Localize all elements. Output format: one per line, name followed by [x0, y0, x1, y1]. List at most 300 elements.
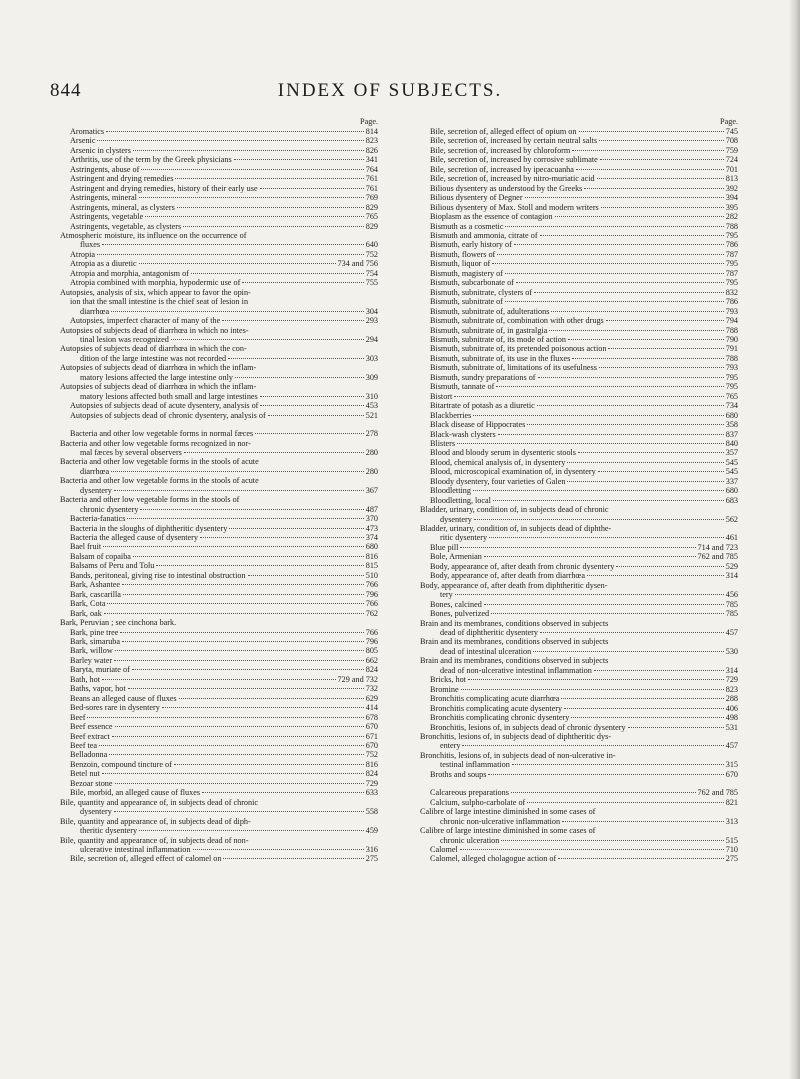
index-entry-text: dition of the large intestine was not recorded — [80, 353, 227, 363]
index-entry-line — [430, 203, 738, 212]
index-entry — [430, 363, 738, 372]
index-entry-line — [440, 666, 738, 675]
dot-leader — [242, 282, 363, 283]
dot-leader — [103, 546, 364, 547]
index-entry — [420, 826, 738, 845]
dot-leader — [597, 178, 724, 179]
index-entry-text: Bile, secretion of, increased by certain neutral salts — [430, 136, 598, 146]
index-entry-page: 824 — [365, 665, 378, 675]
index-entry-text: dead of diphtheritic dysentery — [440, 628, 538, 638]
dot-leader — [537, 405, 724, 406]
dot-leader — [133, 556, 364, 557]
index-entry-page: 288 — [725, 694, 738, 704]
index-entry — [70, 571, 378, 580]
dot-leader — [606, 320, 724, 321]
dot-leader — [473, 415, 723, 416]
dot-leader — [132, 669, 364, 670]
index-entry-page: 680 — [725, 486, 738, 496]
index-entry-line — [430, 486, 738, 495]
index-entry-text: Atropia combined with morphia, hypodermic use of — [70, 278, 241, 288]
index-entry-page: 805 — [365, 646, 378, 656]
dot-leader — [600, 159, 724, 160]
page-number: 844 — [50, 80, 82, 101]
index-entry-text: matory lesions affected the large intestine only — [80, 372, 233, 382]
dot-leader — [133, 150, 364, 151]
dot-leader — [123, 594, 364, 595]
index-entry-text: Arsenic — [70, 136, 96, 146]
index-entry — [430, 430, 738, 439]
index-entry-line — [430, 316, 738, 325]
index-entry-text: Body, appearance of, after death from diarrhœa — [430, 571, 585, 581]
index-entry-page: 545 — [725, 457, 738, 467]
index-entry-page: 788 — [725, 353, 738, 363]
dot-leader — [127, 518, 363, 519]
index-entry — [70, 184, 378, 193]
index-entry — [70, 769, 378, 778]
index-entry — [60, 835, 378, 855]
dot-leader — [191, 273, 364, 274]
index-entry-line — [70, 429, 378, 438]
index-entry — [70, 656, 378, 665]
index-entry-line — [70, 637, 378, 646]
index-entry-text: Bones, calcined — [430, 599, 482, 609]
index-entry-line — [80, 845, 378, 854]
index-entry-text: ritic dysentery — [440, 533, 488, 543]
index-entry-page: 275 — [365, 854, 378, 864]
index-entry — [430, 704, 738, 713]
index-entry-line — [70, 750, 378, 759]
index-entry-text: Body, appearance of, after death from diphtheritic dysen- — [420, 580, 608, 590]
index-entry-page: 787 — [725, 268, 738, 278]
index-entry-page: 370 — [365, 514, 378, 524]
dot-leader — [599, 367, 724, 368]
dot-leader — [555, 216, 724, 217]
index-entry — [70, 411, 378, 420]
index-entry-text: Astringents, mineral — [70, 193, 137, 203]
index-entry-text: Arsenic in clysters — [70, 145, 131, 155]
index-entry-line — [430, 477, 738, 486]
dot-leader — [561, 698, 723, 699]
dot-leader — [102, 679, 335, 680]
index-entry-page: 762 and 785 — [697, 552, 738, 562]
index-entry-line — [430, 609, 738, 618]
index-entry-text: Autopsies, imperfect character of many of the — [70, 316, 221, 326]
index-entry — [430, 713, 738, 722]
index-entry-text: theritic dysentery — [80, 826, 138, 836]
index-entry-text: dysentery — [440, 514, 472, 524]
dot-leader — [235, 377, 364, 378]
index-entry-line — [440, 628, 738, 637]
index-entry-text: Bilious dysentery of Max. Stoll and modern writers — [430, 202, 599, 212]
index-entry-line — [430, 231, 738, 240]
index-entry-page: 837 — [725, 429, 738, 439]
dot-leader — [578, 452, 724, 453]
index-entry-text: Balsams of Peru and Tolu — [70, 561, 155, 571]
index-entry — [70, 628, 378, 637]
index-entry-page: 724 — [725, 155, 738, 165]
index-entry-line — [70, 741, 378, 750]
index-entry — [430, 184, 738, 193]
index-entry-line — [430, 382, 738, 391]
dot-leader — [567, 481, 723, 482]
index-entry-line — [430, 552, 738, 561]
dot-leader — [260, 405, 363, 406]
index-entry-text: Autopsies of subjects dead of chronic dysentery, analysis of — [70, 410, 266, 420]
dot-leader — [567, 462, 723, 463]
index-entry — [430, 297, 738, 306]
index-entry-page: 821 — [725, 797, 738, 807]
index-entry — [430, 600, 738, 609]
dot-leader — [558, 858, 724, 859]
dot-leader — [455, 594, 724, 595]
index-entry-text: Bitartrate of potash as a diuretic — [430, 401, 535, 411]
index-entry-text: Astringent and drying remedies, history of their early use — [70, 183, 258, 193]
index-entry — [430, 174, 738, 183]
index-entry-text: Bronchitis complicating chronic dysentery — [430, 713, 570, 723]
dot-leader — [505, 273, 724, 274]
index-entry — [70, 561, 378, 570]
index-entry-text: dysentery — [80, 485, 112, 495]
dot-leader — [122, 641, 364, 642]
index-entry-page: 374 — [365, 533, 378, 543]
index-entry — [420, 656, 738, 675]
index-entry — [420, 807, 738, 826]
index-entry — [430, 685, 738, 694]
index-entry-text: Autopsies of subjects dead of diarrhœa in which the inflam- — [60, 363, 257, 373]
dot-leader — [540, 235, 724, 236]
index-entry — [430, 269, 738, 278]
dot-leader — [141, 169, 363, 170]
index-entry-text: Bilious dysentery as understood by the Greeks — [430, 183, 583, 193]
index-entry-page: 521 — [365, 410, 378, 420]
index-entry-text: Blood, microscopical examination of, in dysentery — [430, 467, 596, 477]
index-entry-page: 793 — [725, 363, 738, 373]
index-entry-page: 633 — [365, 788, 378, 798]
index-entry-text: Bladder, urinary, condition of, in subjects dead of diphthe- — [420, 524, 612, 534]
dot-leader — [497, 254, 723, 255]
index-entry-page: 766 — [365, 599, 378, 609]
index-entry-text: Broths and soups — [430, 769, 487, 779]
dot-leader — [255, 433, 363, 434]
index-entry — [430, 562, 738, 571]
index-entry — [430, 203, 738, 212]
index-entry — [70, 165, 378, 174]
index-entry — [70, 590, 378, 599]
index-entry-line — [70, 165, 378, 174]
dot-leader — [223, 858, 363, 859]
index-entry-page: 670 — [365, 722, 378, 732]
index-entry-page: 729 — [365, 778, 378, 788]
index-entry-text: Astringents, vegetable, as clysters — [70, 221, 182, 231]
index-entry-page: 766 — [365, 627, 378, 637]
index-entry-page: 678 — [365, 712, 378, 722]
index-entry — [420, 750, 738, 770]
index-entry-page: 545 — [725, 467, 738, 477]
index-entry-page: 680 — [365, 542, 378, 552]
index-entry-page: 762 and 785 — [697, 788, 738, 798]
index-entry-text: Brain and its membranes, conditions observed in subjects — [420, 656, 609, 666]
index-entry — [430, 723, 738, 732]
index-entry-page: 816 — [365, 759, 378, 769]
index-entry-page: 829 — [365, 221, 378, 231]
index-entry-page: 769 — [365, 193, 378, 203]
index-entry-page: 813 — [725, 174, 738, 184]
index-entry-page: 670 — [725, 769, 738, 779]
index-entry-line — [430, 713, 738, 722]
dot-leader — [268, 415, 364, 416]
index-entry-page: 406 — [725, 703, 738, 713]
index-entry-page: 786 — [725, 297, 738, 307]
index-entry-text: Bloody dysentery, four varieties of Galen — [430, 476, 566, 486]
index-entry-text: Bile, secretion of, alleged effect of calomel on — [70, 854, 222, 864]
dot-leader — [616, 566, 723, 567]
index-entry-text: Bed-sores rare in dysentery — [70, 703, 160, 713]
index-entry — [60, 438, 378, 458]
index-entry-line — [430, 675, 738, 684]
index-entry-text: Bacteria and other low vegetable forms in the stools of — [60, 495, 240, 505]
index-entry-page: 459 — [365, 826, 378, 836]
index-entry — [60, 495, 378, 514]
index-entry — [70, 212, 378, 221]
dot-leader — [501, 840, 723, 841]
index-entry-line — [70, 788, 378, 797]
index-entry-line — [80, 354, 378, 363]
index-entry-page: 785 — [725, 609, 738, 619]
index-entry-line — [80, 467, 378, 476]
index-entry — [60, 287, 378, 316]
index-entry — [70, 533, 378, 542]
index-entry-text: Calcium, sulpho-carbolate of — [430, 797, 526, 807]
index-entry-text: dysentery — [80, 807, 112, 817]
index-entry-text: Calibre of large intestine diminished in some cases of — [420, 826, 596, 836]
index-entry — [430, 854, 738, 863]
index-entry — [70, 694, 378, 703]
dot-leader — [115, 650, 364, 651]
dot-leader — [505, 226, 723, 227]
dot-leader — [460, 849, 724, 850]
index-entry-page: 531 — [725, 722, 738, 732]
index-entry — [70, 750, 378, 759]
index-entry-page: 562 — [725, 514, 738, 524]
index-entry-page: 282 — [725, 212, 738, 222]
index-entry-line — [430, 363, 738, 372]
index-entry-text: matory lesions affected both small and large intestines — [80, 391, 258, 401]
index-entry-line — [430, 174, 738, 183]
dot-leader — [222, 320, 363, 321]
dot-leader — [599, 140, 724, 141]
index-entry-line — [430, 543, 738, 552]
index-entry-page: 787 — [725, 249, 738, 259]
index-entry-text: Bismuth, subnitrate of, its pretended poisonous action — [430, 344, 607, 354]
index-entry-page: 394 — [725, 193, 738, 203]
index-entry — [70, 429, 378, 438]
dot-leader — [598, 471, 724, 472]
dot-leader — [99, 745, 364, 746]
index-entry-text: Bark, oak — [70, 608, 102, 618]
index-entry-text: Calibre of large intestine diminished in some cases of — [420, 807, 596, 817]
index-entry-line — [70, 646, 378, 655]
index-entry-page: 487 — [365, 504, 378, 514]
dot-leader — [228, 358, 364, 359]
index-entry-text: testinal inflammation — [440, 760, 510, 770]
index-entry-page: 754 — [365, 268, 378, 278]
dot-leader — [540, 632, 724, 633]
index-entry-page: 303 — [365, 353, 378, 363]
index-entry-page: 529 — [725, 561, 738, 571]
index-entry-text: Balsam of copaiba — [70, 551, 131, 561]
index-entry-page: 530 — [725, 646, 738, 656]
index-entry — [430, 222, 738, 231]
index-entry-line — [430, 694, 738, 703]
index-entry-page: 309 — [365, 372, 378, 382]
dot-leader — [608, 348, 723, 349]
index-entry-text: Bacteria and other low vegetable forms in normal fæces — [70, 429, 254, 439]
index-entry-page: 814 — [365, 127, 378, 136]
index-entry-text: Bark, Cota — [70, 599, 106, 609]
index-entry-line — [70, 684, 378, 693]
index-entries-right — [420, 127, 738, 864]
index-entry-text: Bark, pine tree — [70, 627, 119, 637]
index-entry-line — [70, 769, 378, 778]
index-entry — [430, 411, 738, 420]
index-entry-page: 392 — [725, 183, 738, 193]
index-entry-text: Astringents, mineral, as clysters — [70, 202, 175, 212]
dot-leader — [491, 613, 724, 614]
index-entry — [430, 354, 738, 363]
index-entry-line — [70, 222, 378, 231]
dot-leader — [468, 679, 724, 680]
index-entry-line — [70, 694, 378, 703]
index-entry-page: 414 — [365, 703, 378, 713]
dot-leader — [248, 575, 364, 576]
index-entry — [70, 741, 378, 750]
index-entry-text: Brain and its membranes, conditions observed in subjects — [420, 618, 609, 628]
index-entry — [60, 457, 378, 476]
index-entry-line — [430, 326, 738, 335]
index-entry — [70, 269, 378, 278]
index-entry-page: 786 — [725, 240, 738, 250]
dot-leader — [177, 207, 364, 208]
index-entry-page: 765 — [365, 212, 378, 222]
index-entry-text: Bile, quantity and appearance of, in subjects dead of chronic — [60, 797, 259, 807]
index-entry-text: Bronchitis, lesions of, in subjects dead of diphtheritic dys- — [420, 732, 612, 741]
dot-leader — [511, 792, 696, 793]
index-entry-page: 795 — [725, 278, 738, 288]
index-entry — [430, 486, 738, 495]
index-entry-line — [70, 552, 378, 561]
index-entry-text: Beef tea — [70, 741, 98, 750]
index-entry-line — [70, 524, 378, 533]
dot-leader — [104, 613, 364, 614]
dot-leader — [200, 537, 364, 538]
index-entry-page: 701 — [725, 164, 738, 174]
index-entry-text: Beans an alleged cause of fluxes — [70, 693, 177, 703]
dot-leader — [183, 226, 364, 227]
index-entry-page: 453 — [365, 401, 378, 411]
index-entry — [430, 392, 738, 401]
index-entry — [430, 798, 738, 807]
index-entry — [430, 335, 738, 344]
index-entry-text: Belladonna — [70, 750, 108, 760]
index-column-right — [420, 117, 738, 864]
index-entry-text: Autopsies, analysis of six, which appear to favor the opin- — [60, 287, 251, 297]
dot-leader — [462, 745, 723, 746]
dot-leader — [139, 830, 364, 831]
index-entry-text: entery — [440, 741, 461, 751]
index-entry-line — [70, 854, 378, 863]
index-entry — [430, 467, 738, 476]
dot-leader — [493, 500, 724, 501]
index-entry-text: Bacteria the alleged cause of dysentery — [70, 533, 198, 543]
index-entry-page: 745 — [725, 127, 738, 136]
index-entry-text: Aromatics — [70, 127, 105, 136]
index-entry-line — [80, 448, 378, 457]
index-entry-text: Bismuth, subcarbonate of — [430, 278, 514, 288]
index-entry-text: Bile, secretion of, increased by corrosive sublimate — [430, 155, 598, 165]
index-entry — [430, 288, 738, 297]
index-entry — [420, 524, 738, 543]
index-entry — [430, 401, 738, 410]
index-entry — [430, 193, 738, 202]
index-entry — [70, 599, 378, 608]
index-entry-line — [430, 704, 738, 713]
index-entry-page: 823 — [725, 684, 738, 694]
dot-leader — [516, 282, 724, 283]
index-entry — [70, 155, 378, 164]
index-entry — [430, 458, 738, 467]
index-entry — [430, 675, 738, 684]
index-entry-line — [70, 722, 378, 731]
index-entry-line — [440, 515, 738, 524]
index-entry-text: Bloodletting — [430, 486, 471, 496]
index-entry-text: Bloodletting, local — [430, 495, 491, 505]
index-entry-line — [430, 458, 738, 467]
index-entry-line — [430, 562, 738, 571]
dot-leader — [628, 727, 724, 728]
index-entry-text: Bands, peritoneal, giving rise to intestinal obstruction — [70, 570, 246, 580]
index-entry — [430, 552, 738, 561]
index-entry-line — [70, 127, 378, 136]
index-entry-line — [70, 713, 378, 722]
index-entry-text: fluxes — [80, 240, 101, 250]
index-entry — [430, 788, 738, 797]
index-entry — [430, 448, 738, 457]
index-entry-page: 764 — [365, 164, 378, 174]
index-entry-text: Bismuth, subnitrate of, its use in the fluxes — [430, 353, 571, 363]
index-entry-text: Astringent and drying remedies — [70, 174, 174, 184]
index-entry-text: Atropia — [70, 249, 96, 259]
index-entry-page: 816 — [365, 551, 378, 561]
index-entry-line — [70, 174, 378, 183]
index-entry — [430, 382, 738, 391]
index-entry-text: Barley water — [70, 655, 113, 665]
index-entry-page: 280 — [365, 466, 378, 476]
index-entry — [70, 732, 378, 741]
index-entry — [430, 136, 738, 145]
index-entry-line — [70, 203, 378, 212]
dot-leader — [115, 783, 364, 784]
index-entry-page: 794 — [725, 316, 738, 326]
index-entry — [70, 580, 378, 589]
index-entry — [60, 816, 378, 836]
index-entry — [60, 618, 378, 628]
index-entry-page: 752 — [365, 249, 378, 259]
index-entry-line — [430, 430, 738, 439]
index-entry — [70, 514, 378, 523]
index-entry — [430, 373, 738, 382]
index-entry-line — [80, 826, 378, 835]
dot-leader — [97, 254, 364, 255]
